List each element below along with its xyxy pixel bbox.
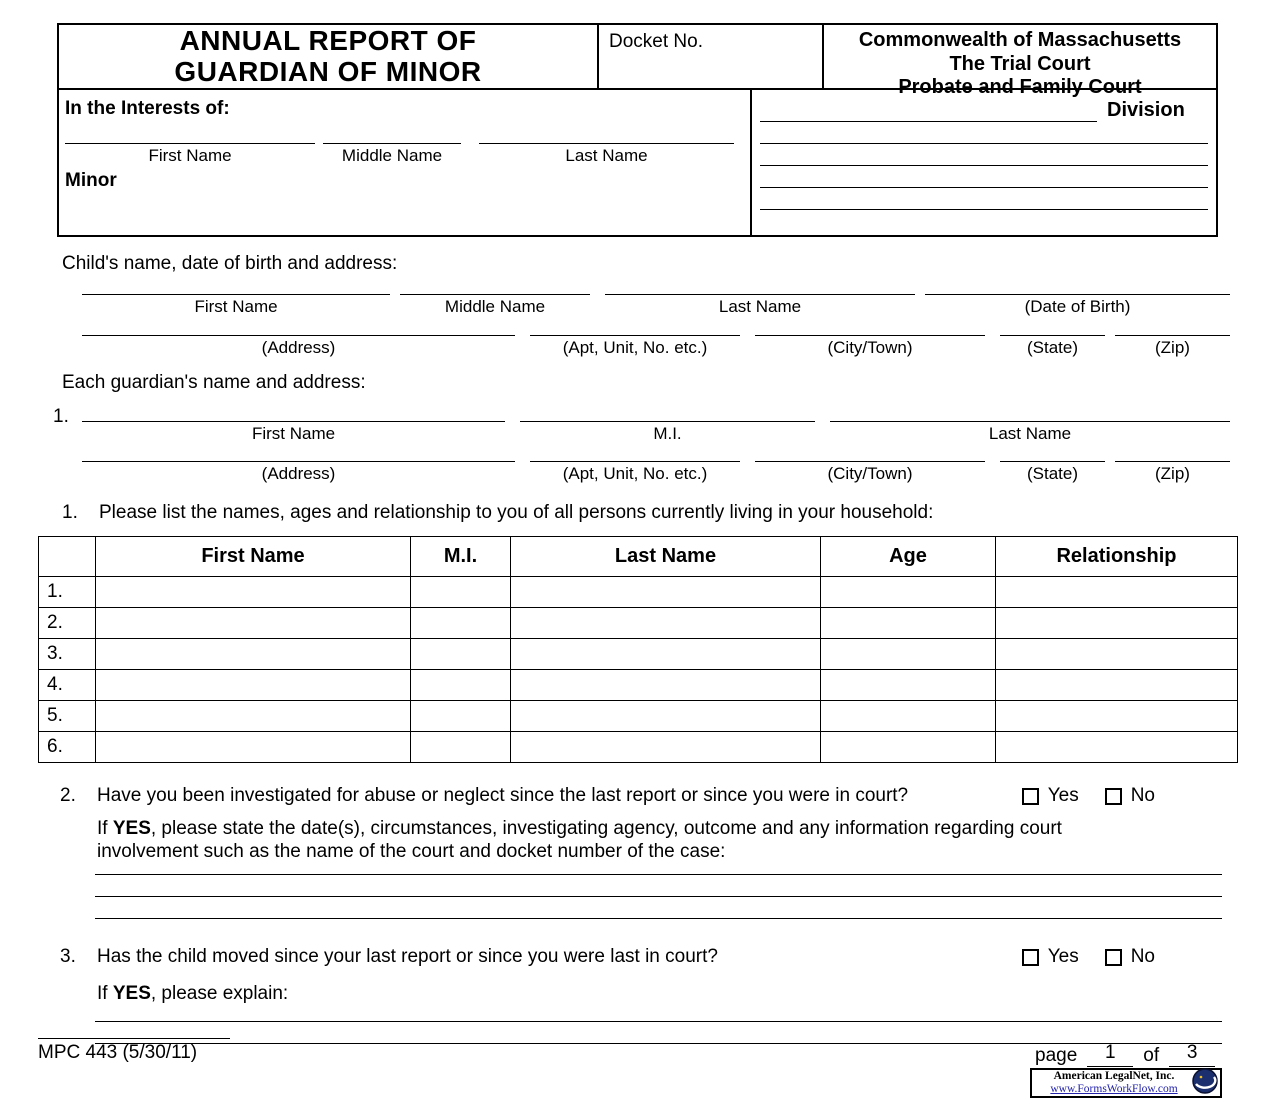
question-2-text: Have you been investigated for abuse or neglect since the last report or since you were in court? [97,785,909,806]
child-city-label: (City/Town) [827,338,913,357]
household-header-row [39,537,1238,577]
form-header [57,23,1218,237]
division-field[interactable] [760,98,1097,122]
household-r2-relationship-cell[interactable] [996,608,1238,639]
guardian-section-heading: Each guardian's name and address: [62,372,366,393]
division-row [760,98,1210,122]
household-header-age: Age [821,537,996,577]
if-yes-rest: , please state the date(s), circumstances, investigating agency, outcome and any information regarding court involvement such as the name of the court and docket number of the case: [97,818,1062,863]
question-2-if-yes-instruction [97,817,1165,863]
question-2-yes-no [1022,785,1155,807]
if-yes-bold: YES [112,983,151,1005]
row-number: 5. [39,701,96,732]
household-r6-relationship-cell[interactable] [996,732,1238,763]
american-legalnet-name: American LegalNet, Inc. [1053,1069,1175,1082]
q2-answer-line-3[interactable] [95,897,1222,919]
blank-line [1115,322,1230,336]
form-number: MPC 443 (5/30/11) [38,1038,230,1064]
guardian-city-field[interactable] [755,448,985,484]
household-row-4 [39,670,1238,701]
household-r5-first-name-cell[interactable] [96,701,411,732]
question-3-number: 3. [60,946,76,968]
child-middle-name-field[interactable] [400,281,590,317]
child-middle-name-label: Middle Name [444,297,546,316]
child-name-row [82,281,1230,317]
interests-label: In the Interests of: [65,98,230,119]
household-header-last-name: Last Name [511,537,821,577]
household-r4-last-name-cell[interactable] [511,670,821,701]
household-r4-age-cell[interactable] [821,670,996,701]
if-yes-prefix: If [97,818,113,839]
household-row-3 [39,639,1238,670]
row-number: 1. [39,577,96,608]
household-r2-age-cell[interactable] [821,608,996,639]
q3-no-checkbox[interactable] [1105,949,1122,966]
blank-line [65,130,315,144]
court-line-2: The Trial Court [949,52,1091,75]
household-r3-age-cell[interactable] [821,639,996,670]
of-label: of [1143,1045,1160,1066]
child-address-row [82,322,1230,358]
question-3-answer-lines [95,1012,1222,1044]
page-total: 3 [1169,1042,1215,1067]
minor-first-name-label: First Name [148,146,232,165]
question-1-number: 1. [62,502,78,523]
household-table [38,536,1238,763]
guardian-last-name-label: Last Name [988,424,1072,443]
guardian-last-name-field[interactable] [830,406,1230,444]
household-r2-mi-cell[interactable] [411,608,511,639]
household-r3-last-name-cell[interactable] [511,639,821,670]
interests-cell [59,90,752,235]
child-dob-field[interactable] [925,281,1230,317]
minor-last-name-label: Last Name [565,146,648,165]
minor-label: Minor [65,170,117,191]
household-header-blank [39,537,96,577]
row-number: 3. [39,639,96,670]
blank-line [82,406,505,422]
globe-icon [1192,1068,1218,1099]
guardian-number: 1. [53,406,69,427]
household-r5-relationship-cell[interactable] [996,701,1238,732]
household-header-mi: M.I. [411,537,511,577]
blank-line [1115,448,1230,462]
household-header-relationship: Relationship [996,537,1238,577]
minor-name-row [65,130,742,166]
case-info-line-1[interactable] [760,122,1208,144]
child-address-label: (Address) [261,338,336,357]
header-row-1 [59,24,1216,99]
child-state-field[interactable] [1000,322,1105,358]
guardian-address-label: (Address) [261,464,336,483]
household-r1-age-cell[interactable] [821,577,996,608]
child-first-name-label: First Name [194,297,278,316]
case-info-line-3[interactable] [760,166,1208,188]
blank-line [520,406,815,422]
guardian-state-field[interactable] [1000,448,1105,484]
child-apt-label: (Apt, Unit, No. etc.) [562,338,708,357]
row-number: 4. [39,670,96,701]
minor-last-name-field[interactable] [479,130,734,166]
court-name [824,25,1216,99]
guardian-state-label: (State) [1026,464,1079,483]
child-first-name-field[interactable] [82,281,390,317]
blank-line [82,281,390,295]
if-yes-bold: YES [112,818,151,839]
docket-number-label: Docket No. [609,31,703,52]
household-r5-age-cell[interactable] [821,701,996,732]
blank-line [605,281,915,295]
if-yes-rest: , please explain: [150,983,289,1005]
row-number: 2. [39,608,96,639]
household-r2-first-name-cell[interactable] [96,608,411,639]
blank-line [1000,448,1105,462]
household-r2-last-name-cell[interactable] [511,608,821,639]
child-apt-field[interactable] [530,322,740,358]
child-section-heading: Child's name, date of birth and address: [62,253,398,274]
guardian-first-name-field[interactable] [82,406,505,444]
blank-line [479,130,734,144]
division-label: Division [1107,99,1185,121]
case-info-line-2[interactable] [760,144,1208,166]
blank-line [530,448,740,462]
question-2-answer-lines [95,863,1222,919]
guardian-zip-label: (Zip) [1155,464,1190,483]
household-r6-age-cell[interactable] [821,732,996,763]
household-r6-mi-cell[interactable] [411,732,511,763]
case-info-line-4[interactable] [760,188,1208,210]
q2-answer-line-2[interactable] [95,875,1222,897]
child-zip-field[interactable] [1115,322,1230,358]
blank-line [1000,322,1105,336]
form-title-line-2: GUARDIAN OF MINOR [174,55,482,87]
child-zip-label: (Zip) [1155,338,1190,357]
household-r6-last-name-cell[interactable] [511,732,821,763]
household-r4-mi-cell[interactable] [411,670,511,701]
child-last-name-label: Last Name [718,297,802,316]
q2-no-label: No [1130,785,1155,806]
blank-line [82,322,515,336]
minor-middle-name-field[interactable] [323,130,461,166]
guardian-apt-field[interactable] [530,448,740,484]
american-legalnet-badge [1030,1068,1222,1098]
question-2-number: 2. [60,785,76,806]
court-line-1: Commonwealth of Massachusetts [858,29,1182,51]
page-counter [1035,1042,1215,1067]
household-r1-mi-cell[interactable] [411,577,511,608]
q2-yes-label: Yes [1047,785,1079,806]
guardian-zip-field[interactable] [1115,448,1230,484]
question-3-text: Has the child moved since your last report or since you were last in court? [97,946,718,968]
household-r1-last-name-cell[interactable] [511,577,821,608]
household-r5-mi-cell[interactable] [411,701,511,732]
household-r3-mi-cell[interactable] [411,639,511,670]
american-legalnet-text [1038,1070,1190,1096]
q3-yes-checkbox[interactable] [1022,949,1039,966]
q3-answer-line-1[interactable] [95,1012,1222,1022]
blank-line [755,322,985,336]
question-3-if-yes-instruction [97,982,1165,1005]
blank-line [530,322,740,336]
formsworkflow-link[interactable]: www.FormsWorkFlow.com [1050,1083,1178,1095]
child-last-name-field[interactable] [605,281,915,317]
guardian-mi-field[interactable] [520,406,815,444]
blank-line [755,448,985,462]
blank-line [400,281,590,295]
page-label: page [1035,1045,1078,1066]
blank-line [323,130,461,144]
guardian-address-field[interactable] [82,448,515,484]
q2-yes-checkbox[interactable] [1022,788,1039,805]
docket-number-cell[interactable] [599,25,824,88]
household-r5-last-name-cell[interactable] [511,701,821,732]
blank-line [925,281,1230,295]
household-r1-relationship-cell[interactable] [996,577,1238,608]
household-header-first-name: First Name [96,537,411,577]
minor-first-name-field[interactable] [65,130,315,166]
form-title-line-1: ANNUAL REPORT OF [179,24,477,56]
household-r3-relationship-cell[interactable] [996,639,1238,670]
guardian-first-name-label: First Name [251,424,336,443]
division-cell [752,90,1216,235]
if-yes-prefix: If [97,983,113,1005]
q2-answer-line-1[interactable] [95,863,1222,875]
question-3-yes-no [1022,946,1155,968]
child-state-label: (State) [1026,338,1079,357]
household-r4-relationship-cell[interactable] [996,670,1238,701]
household-r6-first-name-cell[interactable] [96,732,411,763]
household-row-1 [39,577,1238,608]
household-row-5 [39,701,1238,732]
household-r1-first-name-cell[interactable] [96,577,411,608]
household-row-6 [39,732,1238,763]
minor-middle-name-label: Middle Name [341,146,443,165]
row-number: 6. [39,732,96,763]
child-address-field[interactable] [82,322,515,358]
question-3 [60,946,1155,968]
guardian-name-row [53,406,1230,444]
guardian-address-row [82,448,1230,484]
q2-no-checkbox[interactable] [1105,788,1122,805]
header-row-2 [59,88,1216,235]
blank-line [830,406,1230,422]
q3-no-label: No [1130,946,1155,968]
guardian-mi-label: M.I. [653,424,682,443]
court-line-3: Probate and Family Court [898,76,1142,99]
q3-answer-line-2[interactable] [95,1022,1222,1044]
child-dob-label: (Date of Birth) [1024,297,1131,316]
guardian-city-label: (City/Town) [827,464,913,483]
page-current: 1 [1087,1042,1133,1067]
q3-yes-label: Yes [1047,946,1079,968]
question-2 [60,785,1155,807]
household-r3-first-name-cell[interactable] [96,639,411,670]
blank-line [82,448,515,462]
form-title [59,25,599,88]
household-row-2 [39,608,1238,639]
guardian-apt-label: (Apt, Unit, No. etc.) [562,464,708,483]
household-r4-first-name-cell[interactable] [96,670,411,701]
child-city-field[interactable] [755,322,985,358]
question-1 [62,502,1157,524]
question-1-text: Please list the names, ages and relationship to you of all persons currently living in your household: [99,502,934,523]
